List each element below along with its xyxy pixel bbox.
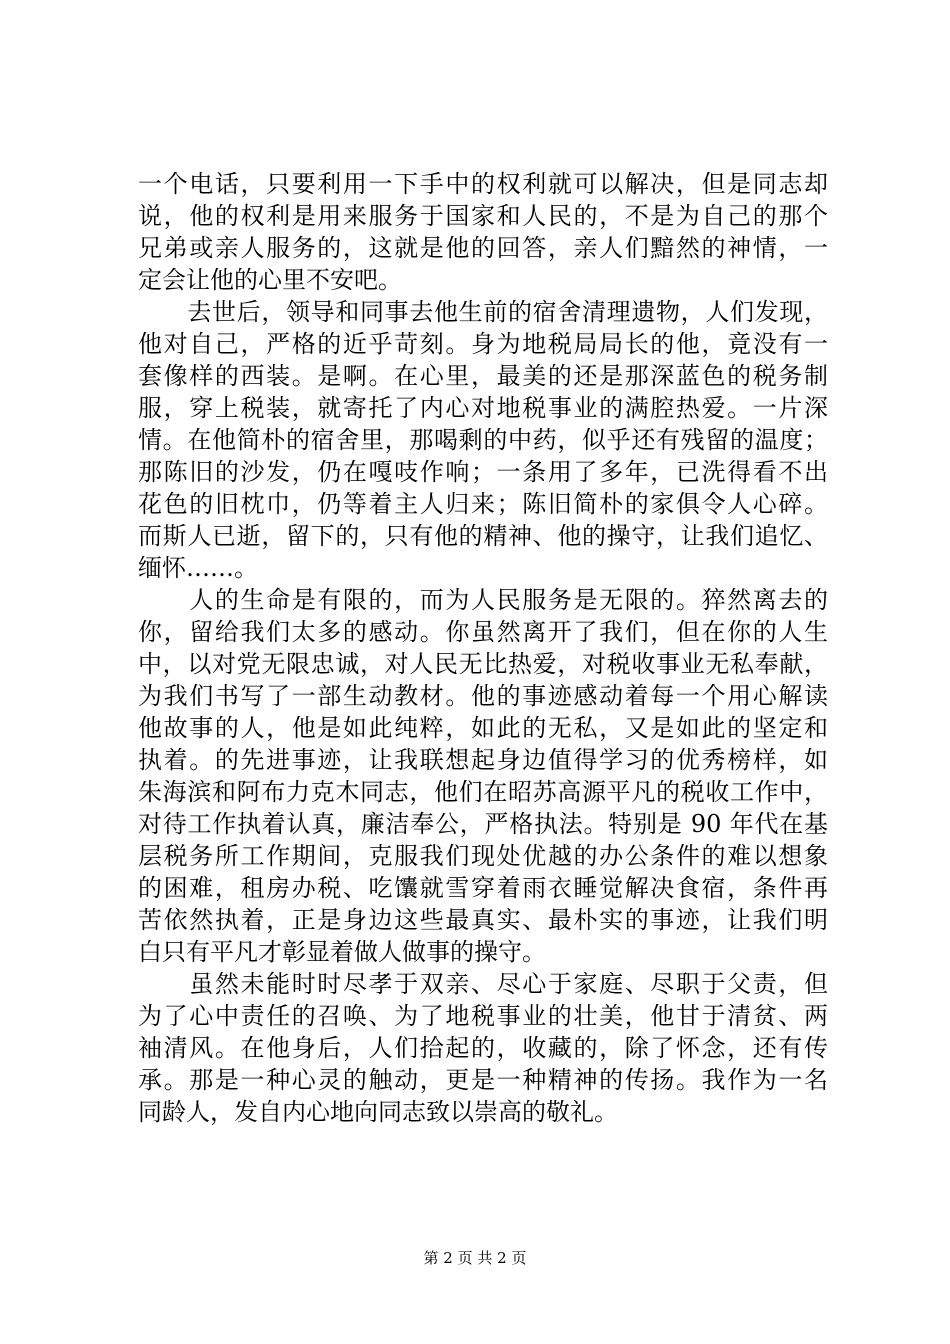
body-text [138, 168, 828, 1128]
text-line: 袖清风。在他身后，人们拾起的，收藏的，除了怀念，还有传 [138, 1034, 828, 1062]
text-line: 对待工作执着认真，廉洁奉公，严格执法。特别是 90 年代在基 [138, 810, 828, 838]
text-line: 承。那是一种心灵的触动，更是一种精神的传扬。我作为一名 [138, 1066, 828, 1094]
text-line: 而斯人已逝，留下的，只有他的精神、他的操守，让我们追忆、 [138, 522, 828, 550]
text-line: 缅怀……。 [138, 554, 258, 582]
text-line: 虽然未能时时尽孝于双亲、尽心于家庭、尽职于父责，但 [138, 970, 828, 998]
text-line: 套像样的西装。是啊。在心里，最美的还是那深蓝色的税务制 [138, 362, 828, 390]
text-line: 去世后，领导和同事去他生前的宿舍清理遗物，人们发现， [138, 298, 828, 326]
text-line: 的困难，租房办税、吃馕就雪穿着雨衣睡觉解决食宿，条件再 [138, 874, 828, 902]
text-line: 执着。的先进事迹，让我联想起身边值得学习的优秀榜样，如 [138, 746, 828, 774]
text-line: 他故事的人，他是如此纯粹，如此的无私，又是如此的坚定和 [138, 714, 828, 742]
text-line: 苦依然执着，正是身边这些最真实、最朴实的事迹，让我们明 [138, 906, 828, 934]
text-line: 花色的旧枕巾，仍等着主人归来；陈旧简朴的家俱令人心碎。 [138, 490, 828, 518]
text-line: 服，穿上税装，就寄托了内心对地税事业的满腔热爱。一片深 [138, 394, 828, 422]
text-line: 同龄人，发自内心地向同志致以崇高的敬礼。 [138, 1098, 618, 1126]
page-footer: 第 2 页 共 2 页 [423, 1249, 527, 1267]
text-line: 说，他的权利是用来服务于国家和人民的，不是为自己的那个 [138, 202, 828, 230]
text-line: 一个电话，只要利用一下手中的权利就可以解决，但是同志却 [138, 170, 828, 198]
text-line: 他对自己，严格的近乎苛刻。身为地税局局长的他，竟没有一 [138, 330, 828, 358]
text-line: 那陈旧的沙发，仍在嘎吱作响；一条用了多年，已洗得看不出 [138, 458, 828, 486]
text-line: 白只有平凡才彰显着做人做事的操守。 [138, 938, 546, 966]
text-line: 为了心中责任的召唤、为了地税事业的壮美，他甘于清贫、两 [138, 1002, 828, 1030]
text-line: 层税务所工作期间，克服我们现处优越的办公条件的难以想象 [138, 842, 828, 870]
text-line: 为我们书写了一部生动教材。他的事迹感动着每一个用心解读 [138, 682, 828, 710]
text-line: 中，以对党无限忠诚，对人民无比热爱，对税收事业无私奉献， [138, 650, 828, 678]
text-line: 兄弟或亲人服务的，这就是他的回答，亲人们黯然的神情，一 [138, 234, 828, 262]
text-line: 定会让他的心里不安吧。 [138, 266, 402, 294]
text-line: 情。在他简朴的宿舍里，那喝剩的中药，似乎还有残留的温度； [138, 426, 828, 454]
text-line: 朱海滨和阿布力克木同志，他们在昭苏高源平凡的税收工作中， [138, 778, 828, 806]
text-line: 你，留给我们太多的感动。你虽然离开了我们，但在你的人生 [138, 618, 828, 646]
text-line: 人的生命是有限的，而为人民服务是无限的。猝然离去的 [138, 586, 828, 614]
